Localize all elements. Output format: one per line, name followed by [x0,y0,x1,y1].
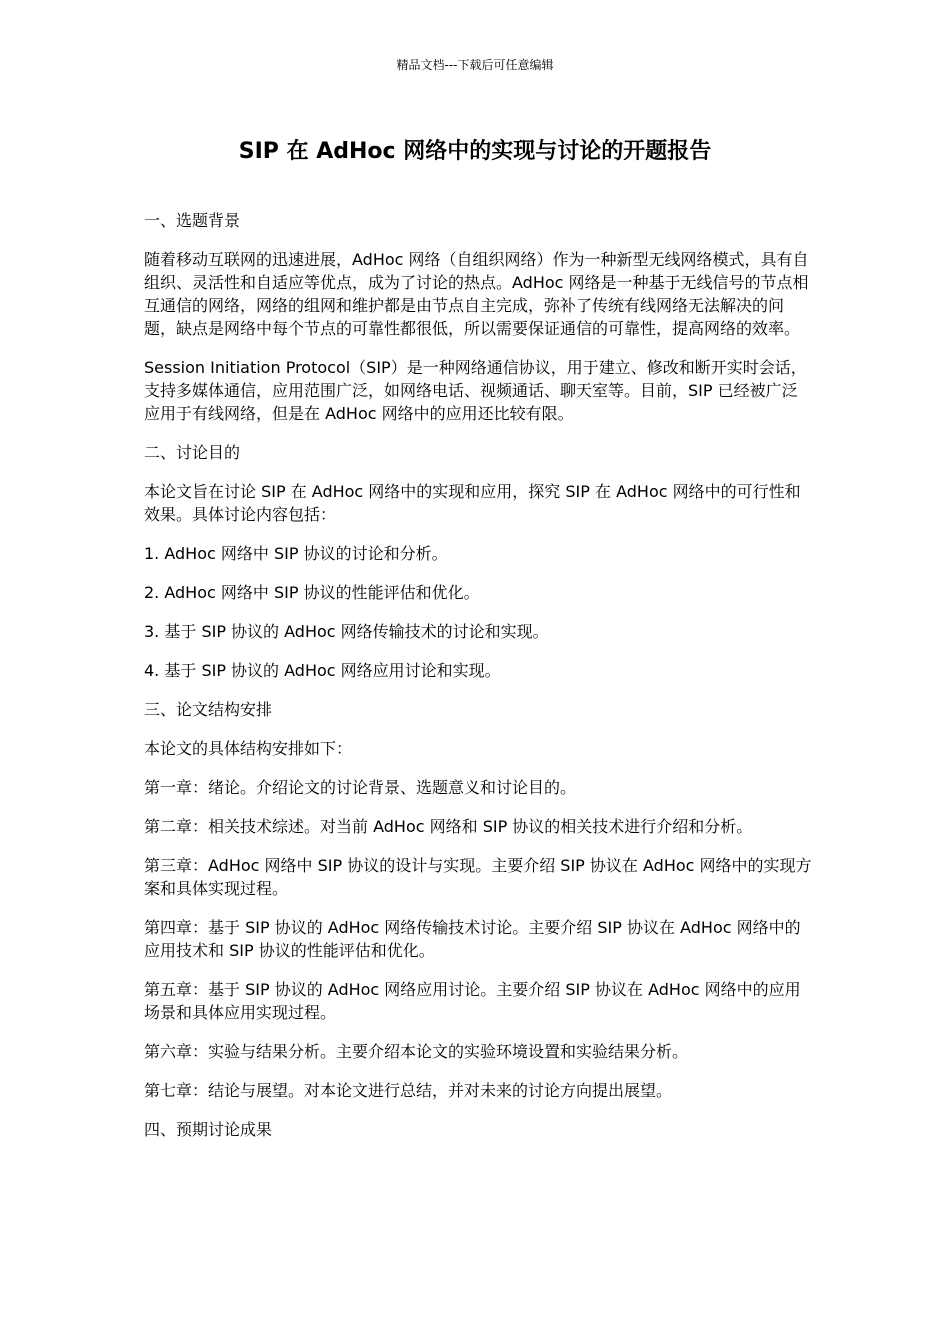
document-body [144,209,812,1157]
list-item-purpose-3: 3. 基于 SIP 协议的 AdHoc 网络传输技术的讨论和实现。 [144,622,549,641]
paragraph-background-1: 随着移动互联网的迅速进展，AdHoc 网络（自组织网络）作为一种新型无线网络模式，具有自组织、灵活性和自适应等优点，成为了讨论的热点。AdHoc 网络是一种基于无线信号的节点相互通信的网络，网络的组网和维护都是由节点自主完成，弥补了传统有线网络无法解决的问题，缺点是网络中每个节点的可靠性都很低，所以需要保证通信的可靠性，提高网络的效率。 [144,250,809,338]
document-title: SIP 在 AdHoc 网络中的实现与讨论的开题报告 [238,139,712,164]
chapter-item-3: 第三章：AdHoc 网络中 SIP 协议的设计与实现。主要介绍 SIP 协议在 AdHoc 网络中的实现方案和具体实现过程。 [144,856,812,898]
section-heading-purpose: 二、讨论目的 [144,443,241,462]
list-item-purpose-4: 4. 基于 SIP 协议的 AdHoc 网络应用讨论和实现。 [144,661,501,680]
page-header-note: 精品文档---下载后可任意编辑 [396,58,554,72]
section-heading-expected-results: 四、预期讨论成果 [144,1120,273,1139]
chapter-item-7: 第七章：结论与展望。对本论文进行总结，并对未来的讨论方向提出展望。 [144,1081,673,1100]
chapter-item-5: 第五章：基于 SIP 协议的 AdHoc 网络应用讨论。主要介绍 SIP 协议在 AdHoc 网络中的应用场景和具体应用实现过程。 [144,980,801,1022]
chapter-item-4: 第四章：基于 SIP 协议的 AdHoc 网络传输技术讨论。主要介绍 SIP 协议在 AdHoc 网络中的应用技术和 SIP 协议的性能评估和优化。 [144,918,801,960]
chapter-item-6: 第六章：实验与结果分析。主要介绍本论文的实验环境设置和实验结果分析。 [144,1042,689,1061]
chapter-item-2: 第二章：相关技术综述。对当前 AdHoc 网络和 SIP 协议的相关技术进行介绍和分析。 [144,817,753,836]
paragraph-purpose: 本论文旨在讨论 SIP 在 AdHoc 网络中的实现和应用，探究 SIP 在 AdHoc 网络中的可行性和效果。具体讨论内容包括： [144,482,801,524]
section-heading-structure: 三、论文结构安排 [144,700,273,719]
paragraph-structure-intro: 本论文的具体结构安排如下： [144,739,353,758]
paragraph-background-2: Session Initiation Protocol（SIP）是一种网络通信协议，用于建立、修改和断开实时会话，支持多媒体通信，应用范围广泛，如网络电话、视频通话、聊天室等。目前，SIP 已经被广泛应用于有线网络，但是在 AdHoc 网络中的应用还比较有限。 [144,358,807,423]
list-item-purpose-1: 1. AdHoc 网络中 SIP 协议的讨论和分析。 [144,544,448,563]
list-item-purpose-2: 2. AdHoc 网络中 SIP 协议的性能评估和优化。 [144,583,480,602]
section-heading-background: 一、选题背景 [144,211,241,230]
chapter-item-1: 第一章：绪论。介绍论文的讨论背景、选题意义和讨论目的。 [144,778,577,797]
